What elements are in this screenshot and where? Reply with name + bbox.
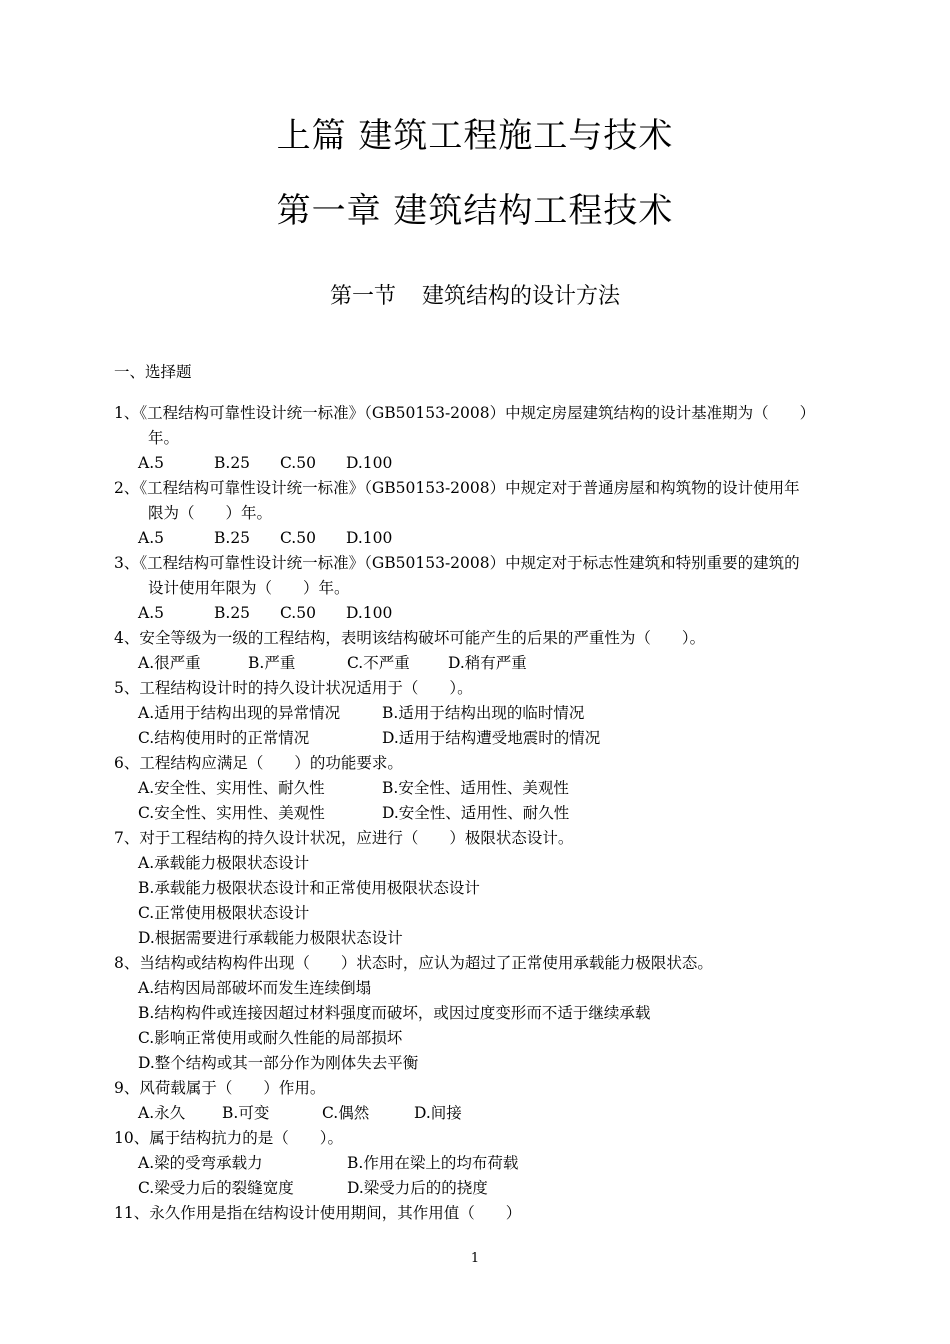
option: B.可变 (222, 1104, 270, 1122)
option: B.结构构件或连接因超过材料强度而破坏，或因过度变形而不适于继续承载 (138, 1004, 651, 1022)
question-5-options-row2 (114, 726, 844, 751)
section-name: 建筑结构的设计方法 (422, 284, 621, 309)
option: D.梁受力后的的挠度 (347, 1179, 488, 1197)
option: A.很严重 (138, 654, 201, 672)
question-2-options (114, 526, 844, 551)
question-4-options (114, 651, 844, 676)
question-5-options-row1 (114, 701, 844, 726)
option: B.安全性、适用性、美观性 (382, 779, 569, 797)
option: C.50 (280, 454, 316, 472)
question-2-cont: 限为（ ）年。 (148, 504, 273, 522)
option: A.安全性、实用性、耐久性 (138, 779, 325, 797)
question-2: 2、《工程结构可靠性设计统一标准》（GB50153-2008）中规定对于普通房屋和构筑物的设计使用年 (114, 479, 800, 497)
option: B.25 (214, 529, 251, 547)
option: A.永久 (138, 1104, 186, 1122)
option: D.适用于结构遭受地震时的情况 (382, 729, 601, 747)
option: C.梁受力后的裂缝宽度 (138, 1179, 294, 1197)
question-7: 7、对于工程结构的持久设计状况，应进行（ ）极限状态设计。 (114, 829, 574, 847)
question-6: 6、工程结构应满足（ ）的功能要求。 (114, 754, 403, 772)
option: A.5 (138, 454, 164, 472)
question-9: 9、风荷载属于（ ）作用。 (114, 1079, 326, 1097)
question-6-options-row2 (114, 801, 844, 826)
option: C.安全性、实用性、美观性 (138, 804, 325, 822)
question-8: 8、当结构或结构构件出现（ ）状态时，应认为超过了正常使用承载能力极限状态。 (114, 954, 713, 972)
question-6-options-row1 (114, 776, 844, 801)
question-type-heading: 一、选择题 (114, 363, 192, 381)
question-10-options-row2 (114, 1176, 844, 1201)
option: B.适用于结构出现的临时情况 (382, 704, 585, 722)
option: D.间接 (414, 1104, 462, 1122)
option: C.影响正常使用或耐久性能的局部损坏 (138, 1029, 403, 1047)
question-4: 4、安全等级为一级的工程结构，表明该结构破坏可能产生的后果的严重性为（ ）。 (114, 629, 706, 647)
chapter-title: 第一章 建筑结构工程技术 (276, 191, 674, 231)
option: A.适用于结构出现的异常情况 (138, 704, 341, 722)
question-3-options (114, 601, 844, 626)
part-title: 上篇 建筑工程施工与技术 (276, 116, 674, 156)
option: B.25 (214, 604, 251, 622)
option: D.100 (346, 604, 393, 622)
question-1-options (114, 451, 844, 476)
section-number: 第一节 (329, 284, 396, 309)
option: A.5 (138, 529, 164, 547)
question-list (114, 401, 844, 1226)
question-10-options-row1 (114, 1151, 844, 1176)
option: A.梁的受弯承载力 (138, 1154, 263, 1172)
option: C.结构使用时的正常情况 (138, 729, 310, 747)
option: D.稍有严重 (448, 654, 527, 672)
option: D.安全性、适用性、耐久性 (382, 804, 570, 822)
option: D.100 (346, 529, 393, 547)
question-9-options (114, 1101, 844, 1126)
page-number: 1 (470, 1251, 480, 1266)
option: D.100 (346, 454, 393, 472)
option: C.50 (280, 529, 316, 547)
option: B.作用在梁上的均布荷载 (347, 1154, 519, 1172)
option: A.5 (138, 604, 164, 622)
question-1: 1、《工程结构可靠性设计统一标准》（GB50153-2008）中规定房屋建筑结构的设计基准期为（ ） (114, 404, 816, 422)
question-11: 11、永久作用是指在结构设计使用期间，其作用值（ ） (114, 1204, 522, 1222)
option: A.结构因局部破坏而发生连续倒塌 (138, 979, 372, 997)
question-10: 10、属于结构抗力的是（ ）。 (114, 1129, 343, 1147)
option: B.承载能力极限状态设计和正常使用极限状态设计 (138, 879, 480, 897)
question-5: 5、工程结构设计时的持久设计状况适用于（ ）。 (114, 679, 473, 697)
question-1-cont: 年。 (148, 429, 180, 447)
question-3-cont: 设计使用年限为（ ）年。 (148, 579, 350, 597)
option: C.正常使用极限状态设计 (138, 904, 310, 922)
option: C.50 (280, 604, 316, 622)
option: C.不严重 (347, 654, 410, 672)
option: C.偶然 (322, 1104, 370, 1122)
option: A.承载能力极限状态设计 (138, 854, 310, 872)
option: B.严重 (248, 654, 296, 672)
section-title (0, 282, 950, 312)
option: B.25 (214, 454, 251, 472)
question-3: 3、《工程结构可靠性设计统一标准》（GB50153-2008）中规定对于标志性建筑和特别重要的建筑的 (114, 554, 800, 572)
option: D.整个结构或其一部分作为刚体失去平衡 (138, 1054, 419, 1072)
option: D.根据需要进行承载能力极限状态设计 (138, 929, 403, 947)
